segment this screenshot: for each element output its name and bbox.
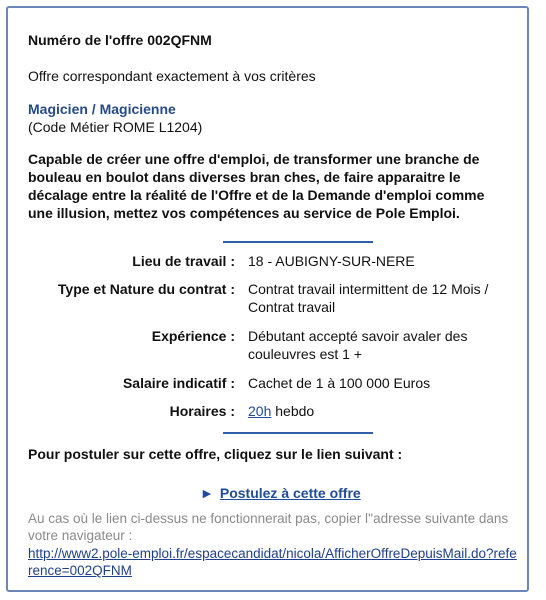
apply-prompt: Pour postuler sur cette offre, cliquez sur le lien suivant : [28, 446, 403, 462]
experience-label: Expérience : [151, 328, 235, 344]
play-arrow-icon: ► [200, 485, 214, 501]
horaires-label: Horaires : [169, 403, 235, 419]
job-description: Capable de créer une offre d'emploi, de transformer une branche de bouleau en boulot dans diverses bran ches, de faire apparaitre le décalage entre la réalité de l'Offre et de la Demande d'emploi comme une illusion, mettez vos compétences au service de Pole Emploi. [28, 151, 485, 221]
offer-card [6, 6, 529, 592]
offer-url-link[interactable]: http://www2.pole-emploi.fr/espacecandidat/nicola/AfficherOffreDepuisMail.do?reference=002QFNM [28, 546, 517, 578]
apply-link-label: Postulez à cette offre [219, 485, 361, 501]
job-title: Magicien / Magicienne [28, 101, 176, 117]
salaire-label: Salaire indicatif : [122, 375, 235, 391]
separator-top [223, 241, 373, 243]
lieu-value: 18 - AUBIGNY-SUR-NERE [248, 253, 415, 269]
experience-value: Débutant accepté savoir avaler des couleuvres est 1 + [248, 328, 468, 362]
offer-number: Numéro de l'offre 002QFNM [28, 32, 212, 48]
horaires-value [248, 402, 503, 420]
horaires-suffix: hebdo [271, 403, 315, 419]
fallback-text: Au cas où le lien ci-dessus ne fonctionnerait pas, copier l''adresse suivante dans votre navigateur : [28, 511, 509, 543]
separator-bottom [223, 432, 373, 434]
job-code: (Code Métier ROME L1204) [28, 119, 203, 135]
contrat-value: Contrat travail intermittent de 12 Mois / Contrat travail [248, 281, 489, 315]
salaire-value: Cachet de 1 à 100 000 Euros [248, 375, 431, 391]
criteria-line: Offre correspondant exactement à vos critères [28, 68, 316, 84]
horaires-link[interactable]: 20h [248, 403, 272, 419]
lieu-label: Lieu de travail : [132, 253, 235, 269]
apply-link[interactable] [200, 485, 361, 501]
contrat-label: Type et Nature du contrat : [57, 281, 235, 297]
